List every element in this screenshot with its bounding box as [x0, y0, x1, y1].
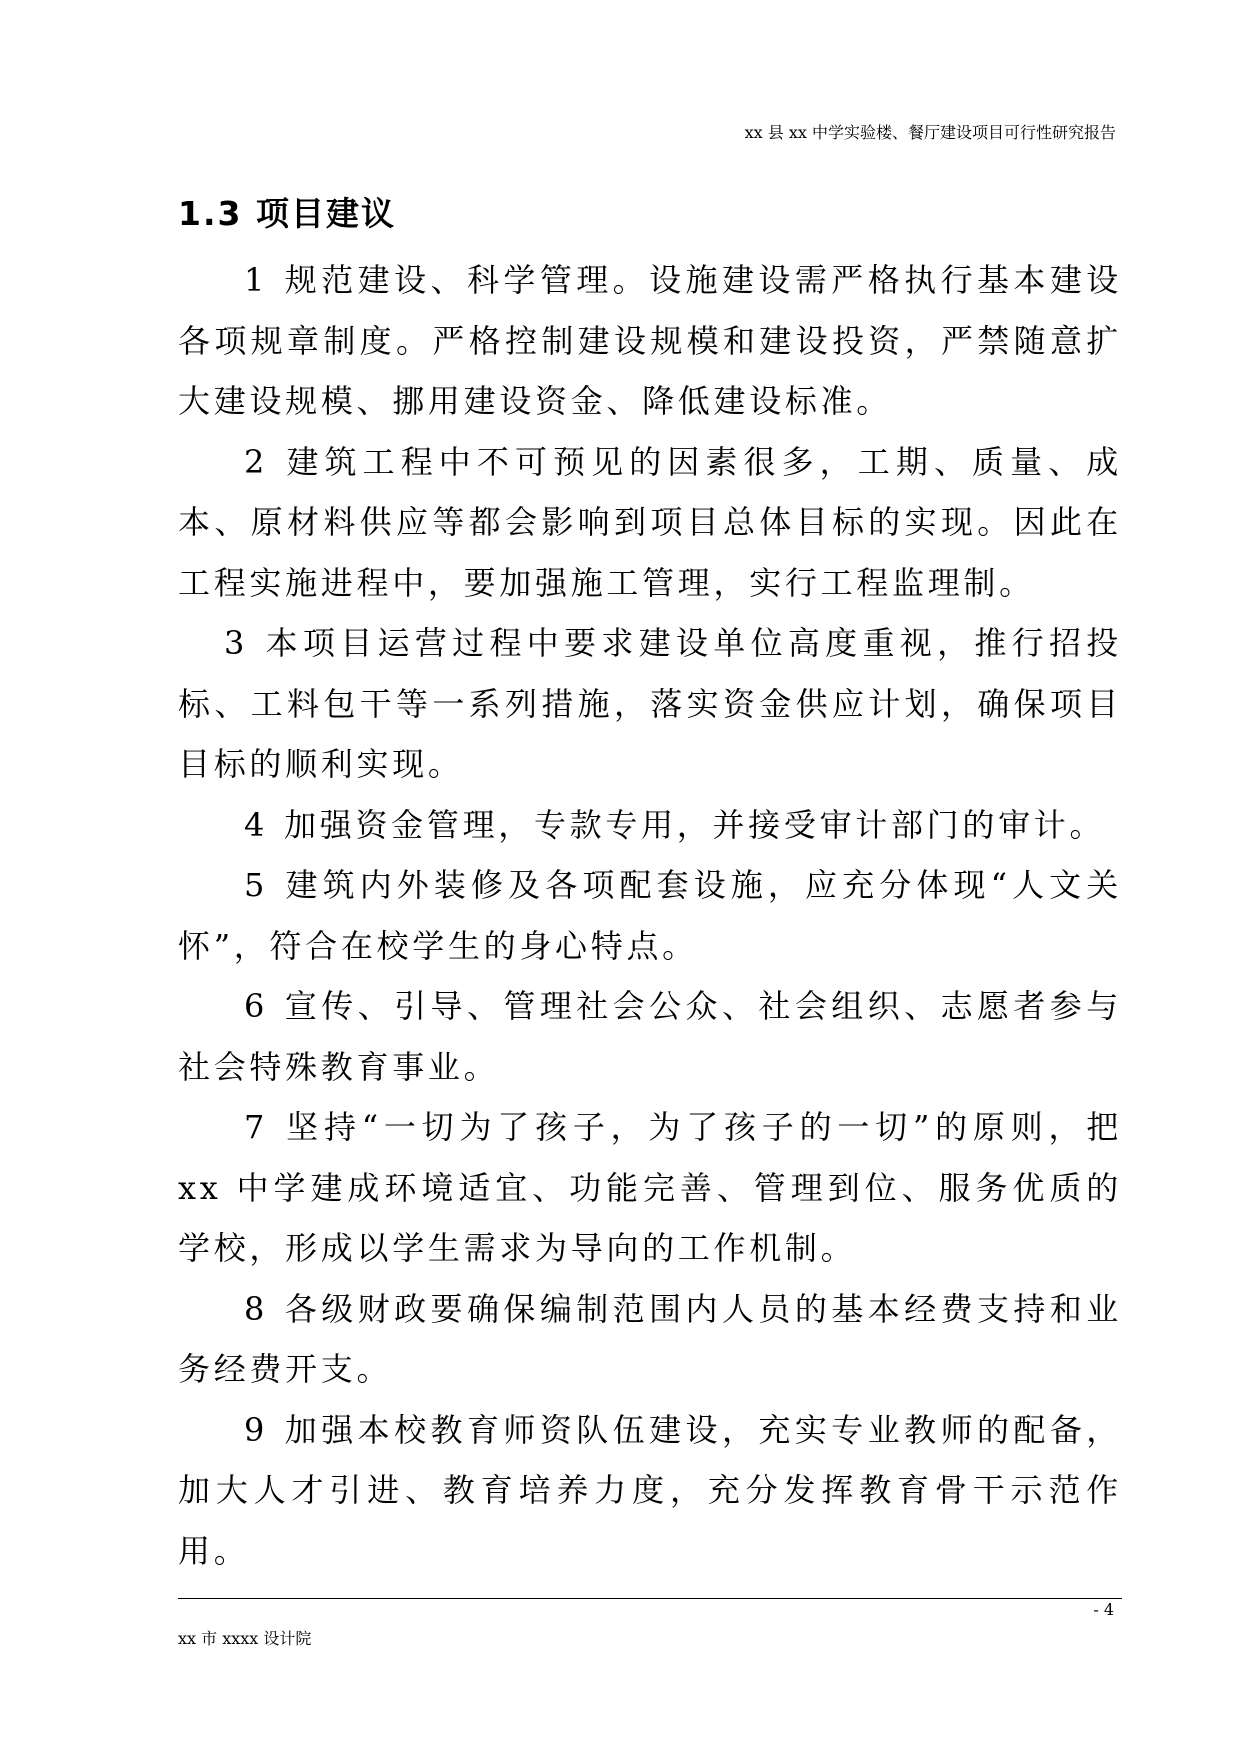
recommendation-paragraph-3	[178, 613, 1122, 795]
page-number: - 4	[1093, 1600, 1114, 1619]
recommendation-text: 规范建设、科学管理。设施建设需严格执行基本建设各项规章制度。严格控制建设规模和建设投资，严禁随意扩大建设规模、挪用建设资金、降低建设标准。	[178, 261, 1122, 420]
recommendation-number: 9	[244, 1410, 269, 1449]
recommendation-text: 建筑内外装修及各项配套设施，应充分体现“人文关怀”，符合在校学生的身心特点。	[178, 866, 1122, 965]
recommendation-number: 6	[244, 987, 269, 1025]
recommendation-text: 建筑工程中不可预见的因素很多，工期、质量、成本、原材料供应等都会影响到项目总体目标的实现。因此在工程实施进程中，要加强施工管理，实行工程监理制。	[178, 442, 1122, 602]
recommendation-paragraph-5	[178, 855, 1122, 976]
recommendation-number: 5	[244, 866, 269, 904]
recommendation-number: 2	[244, 442, 269, 481]
running-header: xx 县 xx 中学实验楼、餐厅建设项目可行性研究报告	[744, 123, 1116, 142]
recommendation-paragraph-2	[178, 432, 1122, 614]
section-heading: 1.3 项目建议	[178, 194, 396, 233]
recommendation-text: 坚持“一切为了孩子，为了孩子的一切”的原则，把 xx 中学建成环境适宜、功能完善、管理到位、服务优质的学校，形成以学生需求为导向的工作机制。	[178, 1108, 1122, 1267]
recommendation-text: 加强资金管理，专款专用，并接受审计部门的审计。	[284, 805, 1106, 844]
recommendation-paragraph-6	[178, 976, 1122, 1097]
recommendation-text: 宣传、引导、管理社会公众、社会组织、志愿者参与社会特殊教育事业。	[178, 987, 1122, 1086]
recommendation-number: 3	[224, 624, 249, 662]
footer-divider	[178, 1598, 1122, 1599]
footer-organization: xx 市 xxxx 设计院	[178, 1629, 312, 1648]
recommendation-number: 1	[244, 261, 269, 299]
document-body	[178, 250, 1122, 1581]
recommendation-paragraph-8	[178, 1279, 1122, 1400]
recommendation-paragraph-7	[178, 1097, 1122, 1279]
recommendation-number: 4	[244, 805, 269, 844]
recommendation-text: 加强本校教育师资队伍建设，充实专业教师的配备，加大人才引进、教育培养力度，充分发挥教育骨干示范作用。	[178, 1410, 1122, 1570]
recommendation-paragraph-9	[178, 1400, 1122, 1582]
recommendation-number: 7	[244, 1108, 269, 1146]
recommendation-text: 本项目运营过程中要求建设单位高度重视，推行招投标、工料包干等一系列措施，落实资金供应计划，确保项目目标的顺利实现。	[178, 624, 1122, 783]
recommendation-paragraph-4	[178, 795, 1122, 856]
recommendation-text: 各级财政要确保编制范围内人员的基本经费支持和业务经费开支。	[178, 1289, 1122, 1388]
recommendation-paragraph-1	[178, 250, 1122, 432]
recommendation-number: 8	[244, 1289, 269, 1328]
